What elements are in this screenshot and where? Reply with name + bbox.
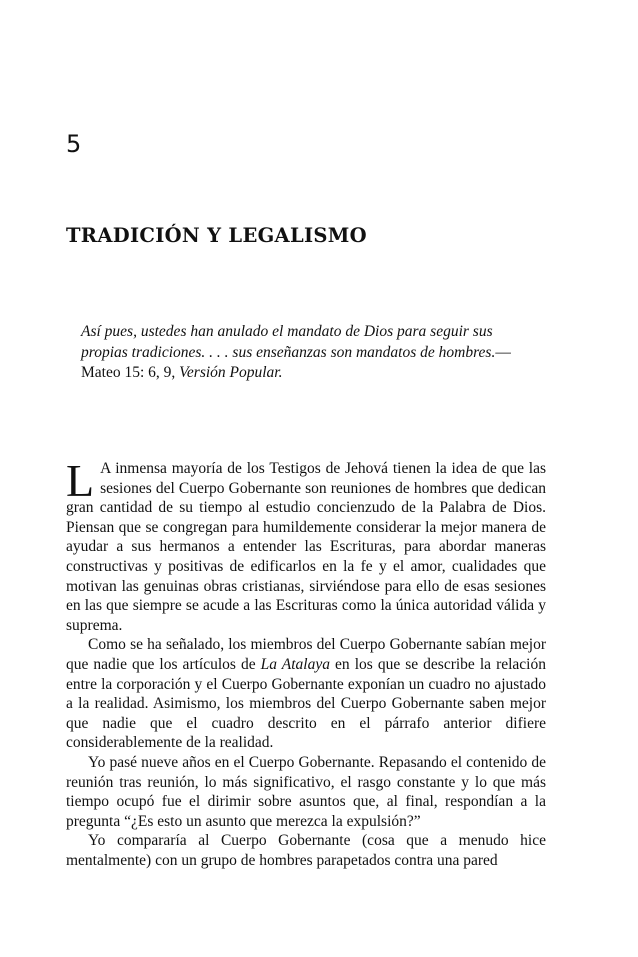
paragraph-2-text-a: Como se ha señalado, los miembros del Cuerpo Gobernante sabían mejor que nadie que los artículos de xyxy=(66,636,546,673)
paragraph-2 xyxy=(66,635,546,753)
magazine-title: La Atalaya xyxy=(260,655,330,673)
paragraph-1-text: A inmensa mayoría de los Testigos de Jehová tienen la idea de que las sesiones del Cuerpo Gobernante son reuniones de hombres que dedican gran cantidad de su tiempo al estudio concienzudo de la Palabra de Dios. Piensan que se congregan para humildemente considerar la mejor manera de ayudar a sus hermanos a entender las Escrituras, para abordar maneras constructivas y positivas de edificarlos en la fe y el amor, cualidades que motivan las genuinas obras cristianas, sirviéndose para ello de esas sesiones en las que siempre se acude a las Escrituras como la única autoridad válida y suprema. xyxy=(66,460,546,634)
drop-cap: L xyxy=(66,455,95,506)
paragraph-3: Yo pasé nueve años en el Cuerpo Gobernante. Repasando el contenido de reunión tras reunión, lo más significativo, el rasgo constante y lo que más tiempo ocupó fue el dirimir sobre asuntos que, al final, respondían a la pregunta “¿Es esto un asunto que merezca la expulsión?” xyxy=(66,753,546,830)
epigraph-version: Versión Popular. xyxy=(179,364,283,381)
epigraph-quote: Así pues, ustedes han anulado el mandato de Dios para seguir sus propias tradiciones. . . . sus enseñanzas son mandatos de hombres. xyxy=(81,323,496,361)
epigraph xyxy=(81,322,541,384)
epigraph-dash: — xyxy=(495,343,511,361)
paragraph-1 xyxy=(66,455,546,635)
paragraph-4: Yo compararía al Cuerpo Gobernante (cosa que a menudo hice mentalmente) con un grupo de hombres parapetados contra una pared xyxy=(66,832,546,869)
paragraph-2-text-b: en los que se describe la relación entre la corporación y el Cuerpo Gobernante exponían un cuadro no ajustado a la realidad. Asimismo, los miembros del Cuerpo Gobernante saben mejor que nadie que el cuadro descrito en el párrafo anterior difiere considerablemente de la realidad. xyxy=(66,655,546,752)
chapter-number: 5 xyxy=(66,130,82,158)
body-text xyxy=(66,455,546,870)
chapter-title: TRADICIÓN Y LEGALISMO xyxy=(66,224,367,247)
epigraph-source: Mateo 15: 6, 9, xyxy=(81,364,180,381)
